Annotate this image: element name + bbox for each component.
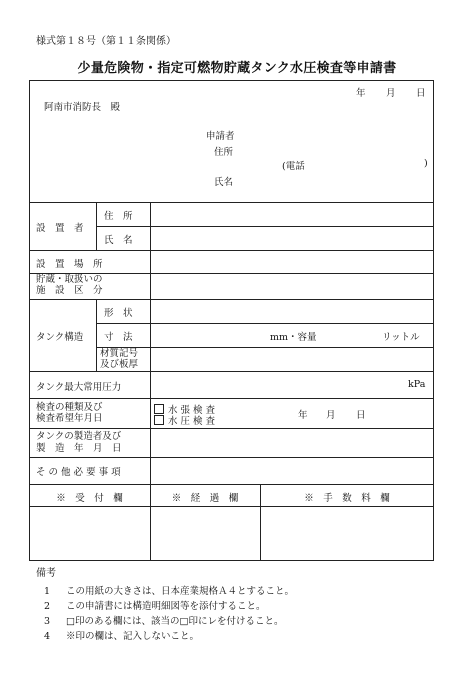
dimensions-label: 寸 法 [104,332,133,343]
divider [29,506,434,507]
date-month-label: 月 [386,88,396,99]
max-pressure-label: タンク最大常用圧力 [36,382,122,393]
other-items-label: そ の 他 必 要 事 項 [36,467,121,478]
water-pressure-checkbox[interactable] [154,415,164,425]
date-year-label: 年 [356,88,366,99]
tank-maker-line1: タンクの製造者及び [36,431,122,442]
inspection-month-label: 月 [326,410,336,421]
progress-column-header: ※ 経 過 欄 [171,493,239,504]
note-number: 2 [44,601,51,612]
note-text: この申請書には構造明細図等を添付すること。 [66,601,266,612]
water-pressure-label: 水 圧 検 査 [168,416,216,427]
note-number: 1 [44,586,51,597]
reception-column-header: ※ 受 付 欄 [56,493,123,504]
divider [96,226,434,227]
addressee: 阿南市消防長 殿 [44,102,121,113]
applicant-phone-label: (電話 [282,161,305,172]
applicant-phone-close: ) [424,158,428,169]
installer-address-label: 住 所 [104,211,133,222]
form-number: 様式第１８号（第１１条関係） [36,36,176,47]
divider [150,202,151,484]
divider [29,299,434,300]
divider [29,398,434,399]
inspection-year-label: 年 [298,410,308,421]
facility-category-line1: 貯蔵・取扱いの [36,274,103,285]
inspection-type-line1: 検査の種類及び [36,402,103,413]
note-item [44,613,283,627]
applicant-label: 申請者 [206,131,235,142]
divider [29,371,434,372]
inspection-type-label [36,402,103,424]
divider [96,299,97,371]
divider [29,202,434,203]
divider [96,202,97,250]
divider [29,250,434,251]
note-text: □印のある欄には、該当の□印にレを付けること。 [66,616,284,627]
divider [96,323,434,324]
inspection-day-label: 日 [356,410,366,421]
facility-category-line2: 施 設 区 分 [36,285,103,296]
inspection-type-line2: 検査希望年月日 [36,413,103,424]
material-line2: 及び板厚 [100,359,139,370]
material-line1: 材質記号 [100,348,139,359]
pressure-unit: kPa [408,379,426,390]
water-pressure-option[interactable] [154,413,215,427]
form-title: 少量危険物・指定可燃物貯蔵タンク水圧検査等申請書 [77,61,397,76]
divider [29,428,434,429]
applicant-address-label: 住所 [214,147,234,158]
installer-label: 設 置 者 [36,223,84,234]
installer-name-label: 氏 名 [104,235,133,246]
tank-maker-line2: 製 造 年 月 日 [36,443,122,454]
tank-maker-label [36,431,122,455]
capacity-unit: リットル [382,332,420,343]
date-day-label: 日 [416,88,426,99]
applicant-name-label: 氏名 [214,177,234,188]
divider [29,457,434,458]
notes-title: 備考 [36,568,56,579]
install-location-label: 設 置 場 所 [36,259,103,270]
water-tension-label: 水 張 検 査 [168,405,216,416]
note-text: この用紙の大きさは、日本産業規格Ａ４とすること。 [66,586,295,597]
note-number: 4 [44,631,51,642]
shape-label: 形 状 [104,308,133,319]
tank-structure-label: タンク構造 [36,332,84,343]
fee-column-header: ※ 手 数 料 欄 [304,493,390,504]
divider [29,484,434,485]
facility-category-label [36,274,103,296]
note-item [44,583,294,597]
note-item [44,628,199,642]
divider [96,347,434,348]
material-label [100,348,138,370]
note-number: 3 [44,616,51,627]
dimensions-unit: mm・容量 [270,332,317,343]
note-text: ※印の欄は、記入しないこと。 [66,631,200,642]
note-item [44,598,266,612]
